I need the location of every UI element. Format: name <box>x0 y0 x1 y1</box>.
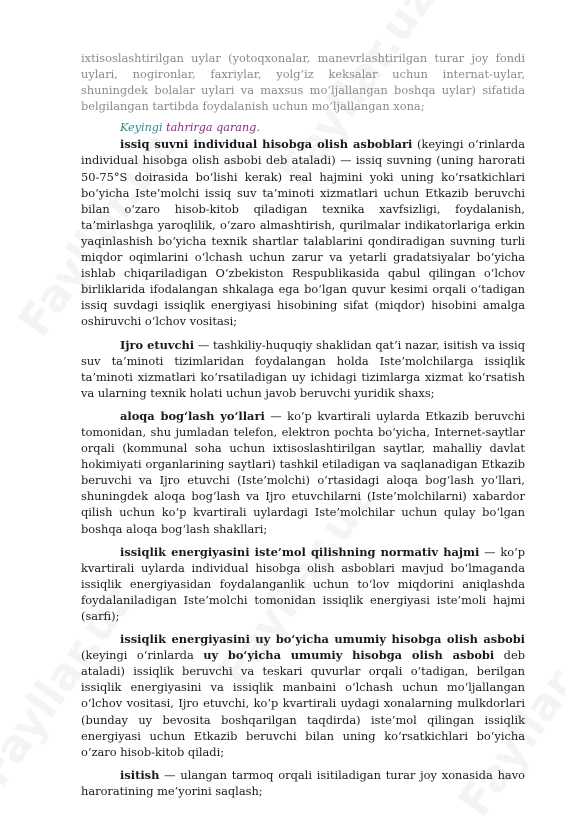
definition-term: issiqlik energiyasini uy bo‘yicha umumiy hisobga olish asbobi <box>120 632 525 647</box>
definition-normative-volume <box>81 544 525 624</box>
definition-term-secondary: uy bo‘yicha umumiy hisobga olish asbobi <box>203 648 495 663</box>
definition-communication-channels <box>81 408 525 537</box>
definition-common-meter <box>81 631 525 760</box>
definition-text: deb ataladi) issiqlik beruvchi va teskari quvurlar orqali o‘tadigan, berilgan issiqlik energiyasini va issiqlik manbaini o‘lchash uchun mo‘ljallangan o‘lchov vositasi, Ijro etuvchi, ko‘p kvartirali uydagi xonalarning mulkdorlari (bunday uy bevosita boshqarilgan taqdirda) iste’mol qilingan issiqlik energiyasi uchun Etkazib beruvchi bilan uning ko‘rsatkichlari bo‘yicha o‘zaro hisob-kitob qiladi; <box>81 648 525 759</box>
definition-term: issiqlik energiyasini iste’mol qilishning normativ hajmi <box>120 544 480 559</box>
definition-term: issiq suvni individual hisobga olish asboblari <box>120 137 413 152</box>
definition-term: Ijro etuvchi <box>120 337 195 352</box>
definition-executor <box>81 337 525 401</box>
definition-heating <box>81 767 525 799</box>
definition-hot-water-meter <box>81 136 525 329</box>
reference-text: tahrirga qarang. <box>166 121 260 135</box>
definition-text: — ko‘p kvartirali uylarda individual hisobga olish asboblari mavjud bo‘lmaganda issiqlik energiyasidan foydalanganlik uchun to‘lov miqdorini aniqlashda foydalaniladigan Iste’molchi tomonidan issiqlik energiyasi iste’moli hajmi (sarfi); <box>81 544 525 623</box>
definition-term: isitish <box>120 767 160 782</box>
definition-text: — tashkiliy-huquqiy shaklidan qat’i nazar, isitish va issiq suv ta’minoti tizimlaridan foydalangan holda Iste’molchilarga issiqlik ta’minoti xizmatlari ko‘rsatiladigan uy ichidagi tizimlarga xizmat ko‘rsatish va ularning texnik holati uchun javob beruvchi yuridik shaxs; <box>81 337 525 400</box>
definition-text: (keyingi o‘rinlarda individual hisobga olish asbobi deb ataladi) — issiq suvning (uning harorati 50-75°S doirasida bo‘lishi kerak) real hajmini yoki uning ko‘rsatkichlari bo‘yicha Iste’molchi issiq suv ta’minoti xizmatlari uchun Etkazib beruvchi bilan o‘zaro hisob-kitob qiladigan texnika xavfsizligi, foydalanish, ta’mirlashga yaroqlilik, o‘zaro almashtirish, qurilmalar indikatorlariga erkin yaqinlashish bo‘yicha texnik shartlar talablarini qondiradigan suvning turli miqdor oqimlarini o‘lchash uchun zarur va yetarli gradatsiyalar bo‘yicha ishlab chiqariladigan O‘zbekiston Respublikasida qabul qilingan o‘lchov birliklarida ifodalangan shkalaga ega bo‘lgan quvur kesimi orqali o‘tadigan issiq suvdagi issiqlik energiyasi hisobining sifat (miqdor) hisobini amalga oshiruvchi o‘lchov vositasi; <box>81 137 525 329</box>
reference-word: Keyingi <box>120 121 163 135</box>
intro-paragraph: ixtisoslashtirilgan uylar (yotoqxonalar, manevrlashtirilgan turar joy fondi uylari, nogironlar, faxriylar, yolg‘iz keksalar uchun internat-uylar, shuningdek bolalar uylari va maxsus mo‘ljallangan boshqa uylar) sifatida belgilangan tartibda foydalanish uchun mo‘ljallangan xona; <box>81 51 525 114</box>
definition-term: aloqa bog‘lash yo‘llari <box>120 408 265 423</box>
definition-text: — ko‘p kvartirali uylarda Etkazib beruvchi tomonidan, shu jumladan telefon, elektron pochta bo‘yicha, Internet-saytlar orqali (kommunal soha uchun ixtisoslashtirilgan saytlar, mahalliy davlat hokimiyati organlarining saytlari) tashkil etiladigan va saqlanadigan Etkazib beruvchi va Ijro etuvchi (Iste’molchi) o‘rtasidagi aloqa bog‘lash yo‘llari, shuningdek aloqa bog‘lash va Ijro etuvchilarni (Iste’molchilarni) xabardor qilish uchun ko‘p kvartirali uylardagi Iste’molchilar uchun qulay bo‘lgan boshqa aloqa bog‘lash shakllari; <box>81 408 525 536</box>
definition-text: — ulangan tarmoq orqali isitiladigan turar joy xonasida havo haroratining me’yorini saqlash; <box>81 767 525 798</box>
definition-text: (keyingi o‘rinlarda <box>81 648 204 663</box>
edit-reference-link[interactable] <box>120 120 525 136</box>
document-page <box>81 50 525 799</box>
